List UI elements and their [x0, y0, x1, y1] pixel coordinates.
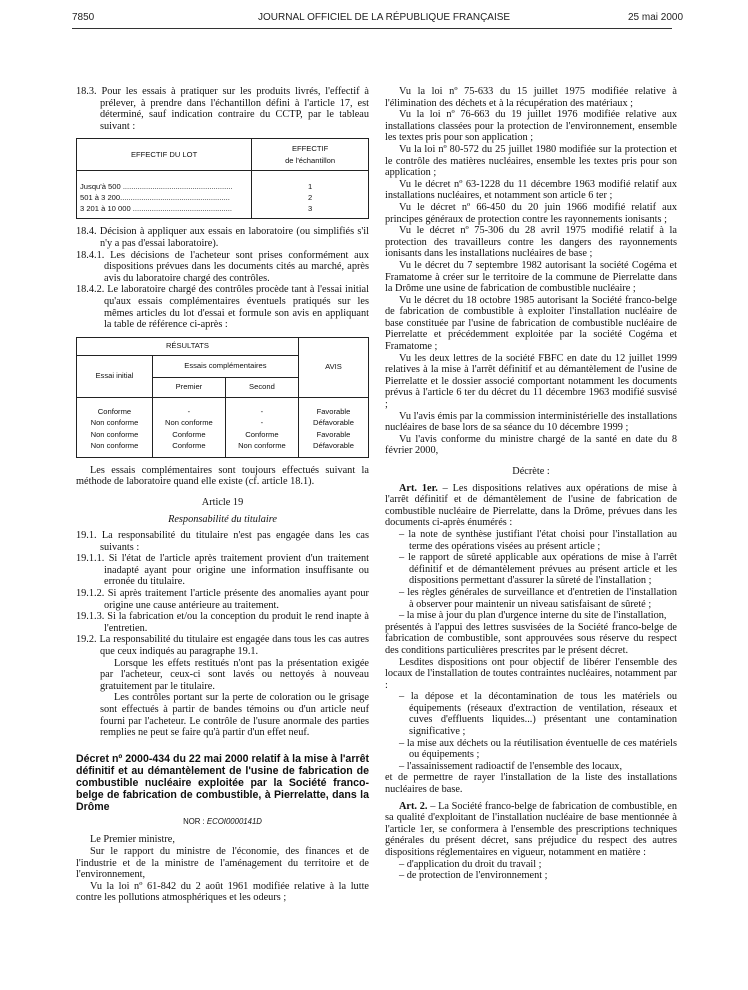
para-19-2-b: Lorsque les effets restitués n'ont pas la présentation exigée par l'acheteur, ceux-ci sont lavés ou nettoyés à nouveau gratuitement par le titulaire.	[100, 657, 369, 692]
header-essai-initial: Essai initial	[77, 355, 153, 397]
nor-reference	[76, 816, 369, 828]
header-premier: Premier	[152, 377, 225, 397]
visa-paragraph: Vu le décret nº 75-306 du 28 avril 1975 modifié relatif à la protection des travailleurs contre les dangers des rayonnements ionisants dans les installations nucléaires de base ;	[385, 225, 677, 260]
para-after-table: Les essais complémentaires sont toujours effectués suivant la méthode de laboratoire quand elle existe (cf. article 18.1).	[76, 464, 369, 488]
visa-paragraph: Vu le décret nº 66-450 du 20 juin 1966 modifié relatif aux principes généraux de protection contre les rayonnements ionisants ;	[385, 201, 677, 225]
page-number: 7850	[72, 12, 95, 23]
article-1-text: – Les dispositions relatives aux opérations de mise à l'arrêt définitif et de démantèlement de l'usine de fabrication de combustible nucléaire de Pierrelatte, dans la Drôme, prévues dans les documents ci-après énumérés :	[385, 482, 677, 529]
para-18-4-1: 18.4.1. Les décisions de l'acheteur sont prises conformément aux dispositions prévues dans les documents cités au marché, après avis du laboratoire chargé des contrôles.	[76, 249, 369, 284]
cell-second: Conforme	[245, 429, 279, 439]
para-18-4-2: 18.4.2. Le laboratoire chargé des contrôles procède tant à l'essai initial qu'aux essais complémentaires éventuels pratiqués sur les mêmes articles du lot d'essai et formule son avis en appliquant la table de référence ci-après :	[76, 284, 369, 331]
para-rapport: Sur le rapport du ministre de l'économie, des finances et de l'industrie et de la ministre de l'aménagement du territoire et de l'environnement,	[76, 845, 369, 881]
cell-premier: Conforme	[172, 429, 206, 439]
left-column	[76, 86, 369, 904]
results-table	[76, 337, 369, 458]
para-lesdites: Lesdites dispositions ont pour objectif de libérer l'ensemble des locaux de l'installation de toutes contraintes nucléaires, notamment par :	[385, 656, 677, 691]
art1-item: – la note de synthèse justifiant l'état choisi pour l'installation au terme des opérations visées au présent article ;	[399, 528, 677, 552]
art1-item: – la mise à jour du plan d'urgence interne du site de l'installation,	[399, 610, 667, 622]
sample-count: 2	[307, 193, 313, 203]
cell-second: -	[260, 406, 264, 416]
header-second: Second	[225, 377, 298, 397]
visa-paragraph: Vu la loi nº 75-633 du 15 juillet 1975 modifiée relative à l'élimination des déchets et à la récupération des matériaux ;	[385, 86, 677, 109]
visa-paragraph: Vu le décret nº 63-1228 du 11 décembre 1963 modifié relatif aux installations nucléaires, et notamment son article 6 ter ;	[385, 178, 677, 202]
visa-paragraph: Vu le décret du 18 octobre 1985 autorisant la Société franco-belge de fabrication de combustible à exploiter l'installation nucléaire de base constituée par l'usine de fabrication de combustible nucléaire de Pierrelatte et précédemment exploitée par la société Cogéma et Framatome ;	[385, 294, 677, 353]
article-1-label: Art. 1er.	[399, 482, 438, 494]
visa-paragraph: Vu l'avis émis par la commission interministérielle des installations nucléaires de base lors de sa séance du 10 décembre 1999 ;	[385, 410, 677, 434]
cell-initial: Non conforme	[90, 429, 139, 439]
col-header-ech-2: de l'échantillon	[285, 155, 336, 165]
cell-premier: Conforme	[172, 441, 206, 451]
sample-count: 3	[307, 204, 313, 214]
cell-avis: Défavorable	[312, 418, 354, 428]
visa-paragraph: Vu le décret du 7 septembre 1982 autorisant la société Cogéma et Framatome à créer sur le territoire de la commune de Pierrelatte dans la Drôme une usine de fabrication de combustible nucléaire ;	[385, 259, 677, 295]
cell-second: Non conforme	[238, 441, 286, 451]
article-19-subtitle: Responsabilité du titulaire	[168, 513, 277, 525]
col-header-ech-1: EFFECTIF	[291, 144, 329, 154]
cell-initial: Conforme	[97, 406, 132, 416]
header-resultats: RÉSULTATS	[77, 337, 299, 355]
para-19-2-c: Les contrôles portant sur la perte de coloration ou le grisage sont effectués à partir de bandes témoins ou d'un article neuf fourni par l'acheteur. Le contrôle de l'usure anormale des parties remplies ne peut se faire qu'à partir d'un effet neuf.	[100, 692, 369, 739]
visa-paragraph: Vu la loi nº 76-663 du 19 juillet 1976 modifiée relative aux installations classées pour la protection de l'environnement, ensemble les textes pris pour son application ;	[385, 109, 677, 144]
art2-item: – de protection de l'environnement ;	[399, 870, 548, 882]
visa-paragraph: Vu l'avis conforme du ministre chargé de la santé en date du 8 février 2000,	[385, 433, 677, 457]
cell-initial: Non conforme	[90, 441, 139, 451]
para-19-1-3: 19.1.3. Si la fabrication et/ou la conception du produit le rend inapte à l'entretien.	[76, 611, 369, 634]
header-rule	[72, 28, 672, 29]
col-header-lot: EFFECTIF DU LOT	[77, 139, 252, 171]
article-2-text: – La Société franco-belge de fabrication de combustible, en sa qualité d'exploitant de l'installation nucléaire de base mentionnée à l'article 1er, se conformera à l'ensemble des prescriptions techniques générales du présent décret, sans préjudice du respect des autres dispositions réglementaires en vigueur, notamment en matière :	[385, 800, 677, 858]
art1-item: – les règles générales de surveillance et d'entretien de l'installation à observer pour maintenir un niveau satisfaisant de sûreté ;	[399, 586, 677, 610]
lot-row: 3 201 à 10 000 ...............................................	[80, 204, 232, 214]
cell-second: -	[260, 418, 264, 428]
sample-count: 1	[307, 182, 313, 192]
para-19-2: 19.2. La responsabilité du titulaire est engagée dans tous les cas autres que ceux indiqués au paragraphe 19.1.	[76, 634, 369, 658]
para-18-4: 18.4. Décision à appliquer aux essais en laboratoire (ou simplifiés s'il n'y a pas d'essai laboratoire).	[76, 226, 369, 249]
visa-paragraph: Vu la loi nº 80-572 du 25 juillet 1980 modifiée sur la protection et le contrôle des matières nucléaires, ensemble les textes pris pour son application ;	[385, 143, 677, 179]
para-18-3: 18.3. Pour les essais à pratiquer sur les produits livrés, l'effectif à prélever, à prendre dans l'échantillon défini à l'article 17, est déterminé, sauf indication contraire du CCTP, par le tableau suivant :	[76, 86, 369, 132]
cell-avis: Défavorable	[312, 441, 354, 451]
decree-block	[76, 753, 369, 904]
cell-premier: -	[187, 406, 191, 416]
cell-avis: Favorable	[316, 406, 351, 416]
nor-label: NOR :	[183, 816, 207, 826]
cell-avis: Favorable	[316, 429, 351, 439]
article-2-label: Art. 2.	[399, 800, 428, 812]
article-1	[385, 483, 677, 529]
article-2	[385, 801, 677, 859]
art1-item: – le rapport de sûreté applicable aux opérations de mise à l'arrêt définitif et de démantèlement prévues au présent article et les dispositions permettant d'assurer la sûreté de l'installation ;	[399, 552, 677, 587]
para-19-1-2: 19.1.2. Si après traitement l'article présente des anomalies ayant pour origine une cause antérieure au traitement.	[76, 588, 369, 611]
lesdites-item: – la mise aux déchets ou la réutilisation éventuelle de ces matériels ou équipements ;	[399, 737, 677, 761]
decree-title: Décret nº 2000-434 du 22 mai 2000 relatif à la mise à l'arrêt définitif et au démantèlement de l'usine de fabrication de combustible nucléaire exploitée par la Société franco-belge de fabrication de combustible, à Pierrelatte, dans la Drôme	[76, 752, 369, 813]
cell-premier: Non conforme	[165, 418, 213, 428]
lot-row: Jusqu'à 500 ....................................................	[80, 182, 233, 192]
para-loi-61-842: Vu la loi nº 61-842 du 2 août 1961 modifiée relative à la lutte contre les pollutions atmosphériques et les odeurs ;	[76, 880, 369, 904]
header-essais-complementaires: Essais complémentaires	[152, 355, 298, 377]
cell-initial: Non conforme	[90, 418, 139, 428]
para-presentes: présentés à l'appui des lettres susvisées de la Société franco-belge de fabrication de combustible, sont approuvées sous réserve du respect des conditions particulières prescrites par le présent décret.	[385, 621, 677, 656]
para-premier-ministre: Le Premier ministre,	[90, 834, 175, 846]
para-19-1: 19.1. La responsabilité du titulaire n'est pas engagée dans les cas suivants :	[76, 530, 369, 553]
art2-item: – d'application du droit du travail ;	[399, 858, 542, 870]
decrete-heading: Décrète :	[512, 466, 550, 477]
journal-title: JOURNAL OFFICIEL DE LA RÉPUBLIQUE FRANÇAISE	[258, 12, 511, 23]
visa-paragraph: Vu les deux lettres de la société FBFC en date du 12 juillet 1999 relatives à la mise à l'arrêt définitif et au démantèlement de l'usine de Pierrelatte et le dossier associé comportant notamment les documents prévus à l'article 6 ter du décret du 11 décembre 1963 modifié susvisé ;	[385, 352, 677, 411]
lesdites-item: – l'assainissement radioactif de l'ensemble des locaux,	[399, 760, 623, 772]
lot-row: 501 à 3 200....................................................	[80, 193, 230, 203]
right-column	[385, 86, 677, 882]
lesdites-item: – la dépose et la décontamination de tous les matériels ou équipements (réseaux d'extraction de ventilation, réseaux et cuves d'effluents liquides...) présentant une contamination significative ;	[399, 691, 677, 738]
sample-size-table	[76, 138, 369, 219]
article-19-heading: Article 19	[201, 496, 244, 508]
para-permettre: et de permettre de rayer l'installation de la liste des installations nucléaires de base.	[385, 772, 677, 796]
nor-code: ECOI0000141D	[206, 816, 262, 826]
issue-date: 25 mai 2000	[628, 12, 684, 23]
para-19-1-1: 19.1.1. Si l'état de l'article après traitement provient d'un traitement inadapté ayant pour origine une information insuffisante ou erronée du titulaire.	[76, 553, 369, 588]
header-avis: AVIS	[298, 337, 368, 397]
